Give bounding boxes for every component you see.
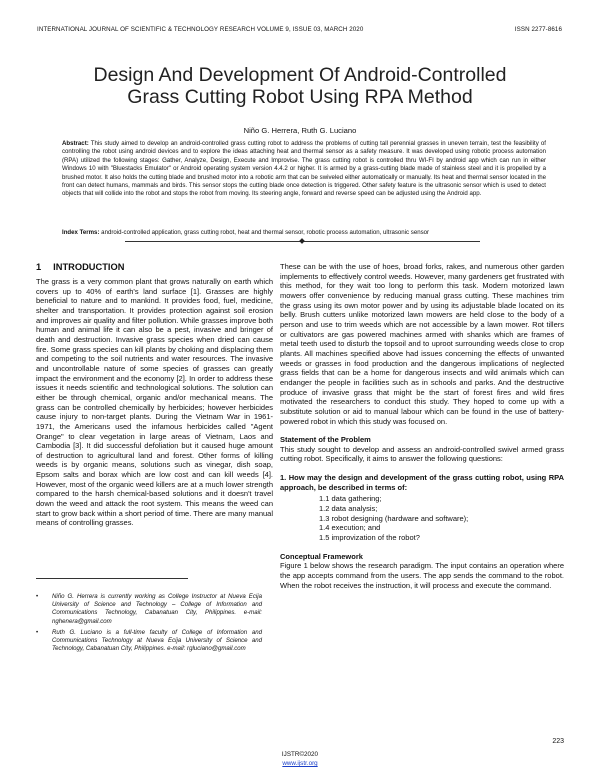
problem-heading: Statement of the Problem xyxy=(280,435,371,445)
running-header-journal: INTERNATIONAL JOURNAL OF SCIENTIFIC & TECHNOLOGY RESEARCH VOLUME 9, ISSUE 03, MARCH 2020 xyxy=(37,26,364,33)
footnote-bullet: • xyxy=(36,628,39,636)
footer-copyright: IJSTR©2020 xyxy=(281,751,319,758)
left-column xyxy=(36,277,273,528)
divider-diamond-icon xyxy=(299,238,305,244)
paper-title-line-1: Design And Development Of Android-Controlled xyxy=(93,64,507,86)
authors: Niño G. Herrera, Ruth G. Luciano xyxy=(243,126,357,135)
list-item: 1.4 execution; and xyxy=(319,523,381,533)
footnote xyxy=(36,629,262,654)
index-terms xyxy=(62,229,546,237)
intro-paragraph: The grass is a very common plant that grows naturally on earth which covers up to 40% of earth's land surface [1]. Grasses are highly beneficial to nature and to mankind. It provides food, fuel, medicine, shelter and transportation. It provides protection against soil erosion and improves air quality and filter pollution. While grasses improve both human and animal life it can also be a pest, invasive and bringer of death and destruction. Invasive grass species when dried can cause fire. Some grass species can kill plants by choking and displacing them and competing to the soil nutrients and water resources. The invasive and uncontrollable nature of some species of grasses can greatly impact the environment and the economy [2]. In order to address these issues it needs scientific and technological solutions. The solution can either be through chemical, organic and/or mechanical means. The grass can be controlled chemically by herbicides; however herbicides cause injury to non-target plants. During the Vietnam War in 1961-1971, the Americans used the infamous herbicides called "Agent Orange" to clear vegetation in large areas of Vietnam, Laos and Cambodia [3]. It did successful defoliation but it caused huge amount of destruction to agricultural land and forest. Other forms of killing weeds is by organic means, solutions such as vinegar, dish soap, Epsom salts and borax which are low cost and can kill weeds [4]. However, most of the organic weed killers are at a much lower strength compared to the harsh chemical-based solutions and it doesn't travel down the weed and attack the root system. This means the weed can start to grow back within a short period of time. There are many manual means of controlling grasses. xyxy=(36,277,273,528)
footnote-bullet: • xyxy=(36,593,39,600)
intro-paragraph-continued: These can be with the use of hoes, broad forks, rakes, and numerous other garden implements to effectively control weeds. However, many gardeners get frustrated with this method, for they wait too long to perform this task. Modern motorized lawn mowers offer convenience by reducing manual grass cutting. These machines trim the grass using its own motor power and by using its adjustable blade located on its belly. Brush cutters unlike motorized lawn mowers are held close to the body of a person and use to trim weeds which are not accessible by a lawn mower. Rot tillers or cultivators are gas powered machines armed with shanks which are frames of metal teeth used to disturb the topsoil and to uproot surrounding weeds close to crop plants. All machines specified above had issues concerning the effects of unwanted weeds or grasses in food production and the dangerous implications of neglected grass fields that can be a home for dangerous insects and wild animals which can endanger the people in facilities such as in schools and parks. And the destructive produce of invasive grass that might be the start of forest fires and wild fires motivated the researchers to conduct this study. They hoped to come up with a substitute solution or aid to manual labour which can be found in the use of battery-powered robot in which this study was focused on. xyxy=(280,262,564,426)
index-terms-label: Index Terms: xyxy=(62,229,100,236)
footnotes xyxy=(36,593,262,656)
section-title: INTRODUCTION xyxy=(53,262,125,272)
footnote xyxy=(36,593,262,626)
running-header-issn: ISSN 2277-8616 xyxy=(514,26,562,33)
right-column xyxy=(280,262,564,590)
framework-heading: Conceptual Framework xyxy=(280,551,363,561)
paper-title xyxy=(30,64,570,108)
paper-title-line-2: Grass Cutting Robot Using RPA Method xyxy=(127,86,473,108)
abstract-text: This study aimed to develop an android-controlled grass cutting robot to address the problems of cutting tall perennial grasses in uneven terrain, test the feasibility of controlling the robot using android devices and to explore the ideas attaching heat and thermal sensor as a safety measure. It was developed using robotic process automation (RPA) utilized the following stages: Gather, Analyze, Design, Execute and Improvise. The grass cutting robot is controlled thru WI-FI by android app which can run in either Windows 10 with "Bluestacks Emulator" or Android operating system version 4.4.2 or higher. It is armed by a grass-cutting blade made of stainless steel and it is propelled by a brushed motor. It also holds the cutting blade and brushed motor into a robotic arm that can be swiveled either automatically or manually. Its heat and thermal sensor located in the front can detect humans, mammals and birds. This sensor stops the cutting blade once detection is triggered. Other safety feature is the ultrasonic sensor which is used to detect objects that will collide into the robot and stops the robot from moving. Its steering angle, forward and reverse speed can be adjusted using the Android app. xyxy=(62,140,546,198)
footnote-text: Niño G. Herrera is currently working as College Instructor at Nueva Ecija University of Science and Technology – College of Information and Communications Technology, Cabanatuan City, Philippines. e-mail: nghenera@gmail.com xyxy=(52,593,262,625)
research-question-1: 1. How may the design and development of the grass cutting robot, using RPA approach, be described in terms of: xyxy=(280,473,564,492)
section-heading-introduction xyxy=(36,262,136,272)
section-number: 1 xyxy=(36,262,42,272)
index-terms-text: android-controlled application, grass cutting robot, heat and thermal sensor, robotic process automation, ultrasonic sensor xyxy=(99,229,430,236)
list-item: 1.2 data analysis; xyxy=(319,504,378,514)
sub-question-list xyxy=(319,494,564,542)
abstract-label: Abstract: xyxy=(62,140,89,147)
problem-text: This study sought to develop and assess an android-controlled swivel armed grass cutting robot. Specifically, it aims to answer the following questions: xyxy=(280,444,564,464)
list-item: 1.5 improvization of the robot? xyxy=(319,533,420,543)
list-item: 1.1 data gathering; xyxy=(319,494,382,504)
footnote-text: Ruth G. Luciano is a full-time faculty of College of Information and Communications Technology at Nueva Ecija University of Science and Technology, Cabanatuan City, Philippines. e-mail: rgluciano@gmail.com xyxy=(52,628,262,653)
footer-link[interactable]: www.ijstr.org xyxy=(282,760,318,767)
list-item: 1.3 robot designing (hardware and software); xyxy=(319,513,469,523)
framework-text: Figure 1 below shows the research paradigm. The input contains an operation where the app accepts command from the users. The app sends the command to the robot. When the robot receives the instruction, it will process and execute the command. xyxy=(280,561,564,590)
footnote-rule xyxy=(36,578,188,579)
page-number: 223 xyxy=(552,738,564,745)
abstract xyxy=(62,140,546,199)
